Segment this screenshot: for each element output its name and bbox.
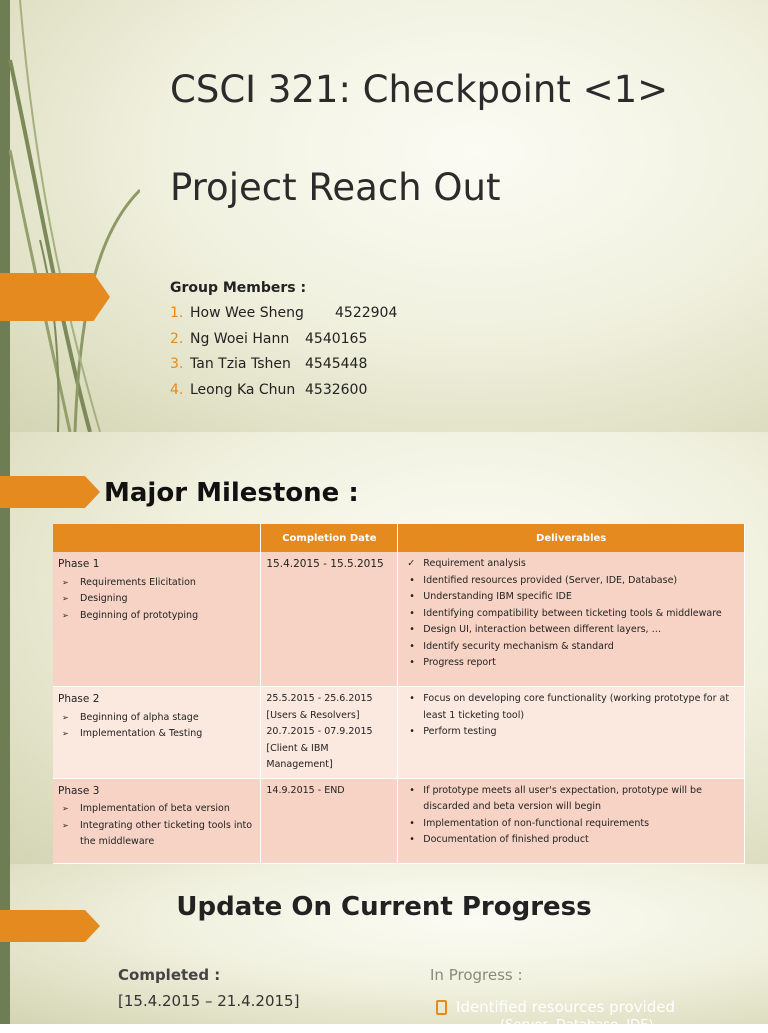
orange-tab-marker — [0, 273, 110, 321]
list-item: 1. How Wee Sheng 4522904 — [170, 305, 398, 321]
table-header — [53, 524, 261, 552]
milestone-table — [53, 524, 745, 864]
list-item: • Documentation of finished product — [403, 832, 739, 849]
completion-date: [Client & IBM Management] — [266, 742, 333, 770]
completion-date: 14.9.2015 - END — [266, 784, 345, 796]
list-item: ➢ Beginning of prototyping — [58, 608, 255, 625]
milestone-title: Major Milestone : — [104, 478, 359, 508]
table-header: Deliverables — [398, 524, 745, 552]
list-item: • Design UI, interaction between different layers, … — [403, 622, 739, 639]
progress-title: Update On Current Progress — [176, 892, 592, 922]
list-item: 2. Ng Woei Hann 4540165 — [170, 330, 368, 347]
list-item: ✓ Requirement analysis — [403, 556, 739, 573]
page-title: CSCI 321: Checkpoint <1> — [170, 68, 669, 111]
bullet-icon — [436, 1000, 447, 1015]
list-item: • Identifying compatibility between ticketing tools & middleware — [403, 606, 739, 623]
sidebar-stripe — [0, 864, 10, 1024]
table-row — [53, 552, 745, 687]
completion-date: 15.4.2015 - 15.5.2015 — [266, 558, 384, 570]
phase-label: Phase 2 — [58, 693, 100, 705]
list-item: ➢ Implementation & Testing — [58, 726, 255, 743]
completed-heading: Completed : — [118, 966, 221, 984]
list-item: 4. Leong Ka Chun 4532600 — [170, 381, 368, 398]
phase-label: Phase 1 — [58, 558, 100, 570]
list-item: • Focus on developing core functionality (working prototype for at least 1 ticketing tool) — [403, 691, 739, 724]
completion-date: 20.7.2015 - 07.9.2015 — [266, 726, 373, 737]
table-header: Completion Date — [261, 524, 398, 552]
phase-label: Phase 3 — [58, 784, 100, 797]
slide-title — [0, 0, 768, 432]
completion-date: 25.5.2015 - 25.6.2015 — [266, 693, 373, 704]
list-item: • Implementation of non-functional requirements — [403, 816, 739, 833]
completion-date: [Users & Resolvers] — [266, 709, 360, 721]
list-item: ➢ Requirements Elicitation — [58, 575, 255, 592]
list-item: 3. Tan Tzia Tshen 4545448 — [170, 356, 368, 372]
list-item: • Perform testing — [403, 724, 739, 741]
members-list — [170, 303, 397, 405]
orange-tab-marker — [0, 476, 100, 508]
table-row — [53, 778, 745, 863]
list-item: • Identify security mechanism & standard — [403, 639, 739, 656]
list-item: ➢ Integrating other ticketing tools into the middleware — [58, 818, 255, 851]
project-name: Project Reach Out — [170, 166, 501, 209]
list-item: ➢ Implementation of beta version — [58, 801, 255, 818]
list-item: ➢ Beginning of alpha stage — [58, 710, 255, 727]
in-progress-heading: In Progress : — [430, 966, 523, 984]
list-item: ➢ Designing — [58, 591, 255, 608]
table-row — [53, 687, 745, 779]
list-item: • Progress report — [403, 655, 739, 672]
in-progress-item: Identified resources provided — [436, 998, 675, 1016]
members-heading: Group Members : — [170, 280, 307, 296]
grass-decoration — [0, 0, 140, 432]
list-item: • Understanding IBM specific IDE — [403, 589, 739, 606]
in-progress-item-cont: (Server, Database, IDE) — [500, 1018, 654, 1033]
completed-date: [15.4.2015 – 21.4.2015] — [118, 992, 300, 1010]
list-item: • Identified resources provided (Server, IDE, Database) — [403, 573, 739, 590]
list-item: • If prototype meets all user's expectation, prototype will be discarded and beta version will begin — [403, 783, 739, 816]
